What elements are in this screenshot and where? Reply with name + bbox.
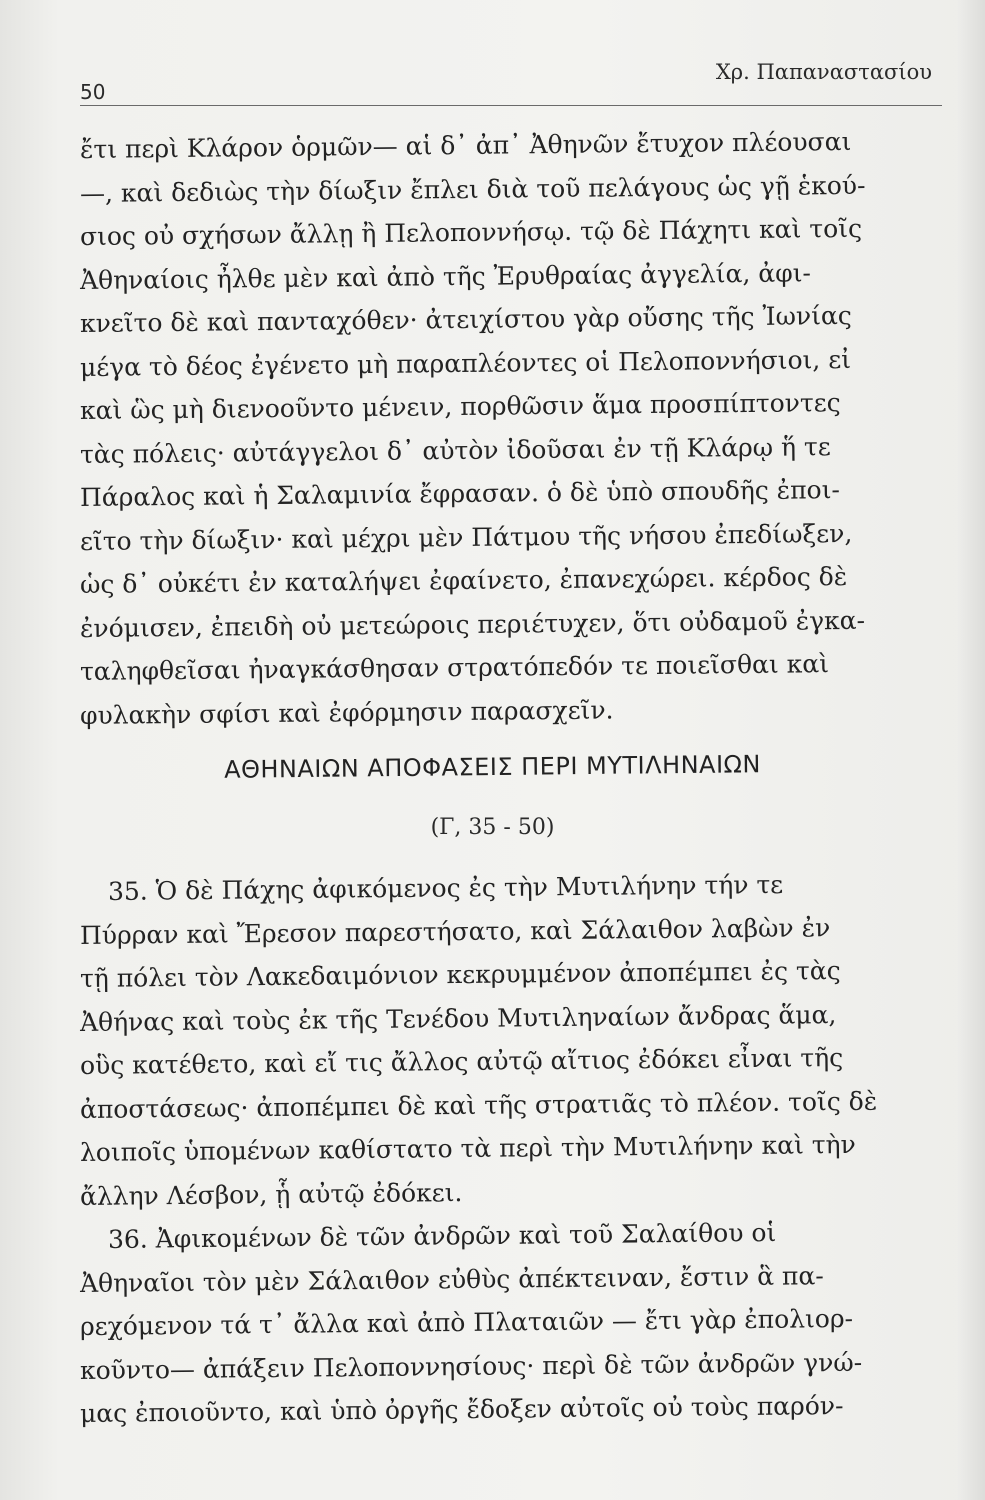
page-number: 50 xyxy=(80,80,106,104)
section-heading: ΑΘΗΝΑΙΩΝ ΑΠΟΦΑΣΕΙΣ ΠΕΡΙ ΜΥΤΙΛΗΝΑΙΩΝ xyxy=(223,750,762,784)
paragraph-continued xyxy=(80,128,960,737)
header-rule xyxy=(80,105,942,106)
text-line: καὶ ὣς μὴ διενοοῦντο μένειν, πορθῶσιν ἅμα προσπίπτοντες xyxy=(79,388,841,425)
paragraph-35 xyxy=(79,869,968,1436)
text-line: τῇ πόλει τὸν Λακεδαιμόνιον κεκρυμμένον ἀποπέμπει ἐς τὰς xyxy=(79,956,841,993)
text-line: ἐνόμισεν, ἐπειδὴ οὐ μετεώροις περιέτυχεν, ὅτι οὐδαμοῦ ἐγκα- xyxy=(79,605,866,643)
text-line: μέγα τὸ δέος ἐγένετο μὴ παραπλέοντες οἱ Πελοποννήσιοι, εἰ xyxy=(79,344,852,382)
text-line: ρεχόμενον τά τ᾽ ἄλλα καὶ ἀπὸ Πλαταιῶν — ἔτι γὰρ ἐπολιορ- xyxy=(79,1303,854,1341)
text-line: Πύρραν καὶ Ἔρεσον παρεστήσατο, καὶ Σάλαιθον λαβὼν ἐν xyxy=(79,912,831,950)
text-line: Ἀθηναίοις ἦλθε μὲν καὶ ἀπὸ τῆς Ἐρυθραίας ἀγγελία, ἀφι- xyxy=(79,257,812,295)
text-line: λοιποῖς ὑπομένων καθίστατο τὰ περὶ τὴν Μυτιλήνην καὶ τὴν xyxy=(79,1129,856,1167)
text-line: τὰς πόλεις· αὐτάγγελοι δ᾽ αὐτὸν ἰδοῦσαι ἐν τῇ Κλάρῳ ἥ τε xyxy=(79,431,831,469)
text-line: κοῦντο— ἀπάξειν Πελοποννησίους· περὶ δὲ τῶν ἀνδρῶν γνώ- xyxy=(79,1347,863,1385)
text-line: φυλακὴν σφίσι καὶ ἐφόρμησιν παρασχεῖν. xyxy=(79,694,614,730)
text-line: κνεῖτο δὲ καὶ πανταχόθεν· ἀτειχίστου γὰρ οὔσης τῆς Ἰωνίας xyxy=(79,300,852,338)
text-line: ὡς δ᾽ οὐκέτι ἐν καταλήψει ἐφαίνετο, ἐπανεχώρει. κέρδος δὲ xyxy=(79,561,848,599)
text-line: 36. Ἀφικομένων δὲ τῶν ἀνδρῶν καὶ τοῦ Σαλαίθου οἱ xyxy=(107,1218,777,1254)
text-line: Πάραλος καὶ ἡ Σαλαμινία ἔφρασαν. ὁ δὲ ὑπὸ σπουδῆς ἐποι- xyxy=(79,475,841,512)
text-line: μας ἐποιοῦντο, καὶ ὑπὸ ὀργῆς ἔδοξεν αὐτοῖς οὐ τοὺς παρόν- xyxy=(79,1391,844,1428)
text-line: Ἀθηναῖοι τὸν μὲν Σάλαιθον εὐθὺς ἀπέκτειναν, ἔστιν ἃ πα- xyxy=(79,1260,824,1298)
text-line: ἄλλην Λέσβον, ᾗ αὐτῷ ἐδόκει. xyxy=(79,1177,463,1211)
text-line: οὓς κατέθετο, καὶ εἴ τις ἄλλος αὐτῷ αἴτιος ἐδόκει εἶναι τῆς xyxy=(79,1043,844,1080)
text-line: 35. Ὁ δὲ Πάχης ἀφικόμενος ἐς τὴν Μυτιλήνην τήν τε xyxy=(107,869,784,906)
text-line: Ἀθήνας καὶ τοὺς ἐκ τῆς Τενέδου Μυτιληναίων ἄνδρας ἅμα, xyxy=(79,999,837,1037)
text-line: ἀποστάσεως· ἀποπέμπει δὲ καὶ τῆς στρατιᾶς τὸ πλέον. τοῖς δὲ xyxy=(79,1086,878,1124)
text-line: ἔτι περὶ Κλάρον ὁρμῶν— αἱ δ᾽ ἀπ᾽ Ἀθηνῶν ἔτυχον πλέουσαι xyxy=(79,126,852,164)
running-head-author: Χρ. Παπαναστασίου xyxy=(715,60,932,84)
page-header xyxy=(80,58,942,108)
text-line: ταληφθεῖσαι ἠναγκάσθησαν στρατόπεδόν τε ποιεῖσθαι καὶ xyxy=(79,649,830,686)
text-line: σιος οὐ σχήσων ἄλλῃ ἢ Πελοποννήσῳ. τῷ δὲ Πάχητι καὶ τοῖς xyxy=(79,213,863,251)
text-line: εῖτο τὴν δίωξιν· καὶ μέχρι μὲν Πάτμου τῆς νήσου ἐπεδίωξεν, xyxy=(79,518,853,556)
section-reference: (Γ, 35 - 50) xyxy=(430,815,555,840)
text-line: —, καὶ δεδιὼς τὴν δίωξιν ἔπλει διὰ τοῦ πελάγους ὡς γῇ ἑκού- xyxy=(79,170,866,208)
